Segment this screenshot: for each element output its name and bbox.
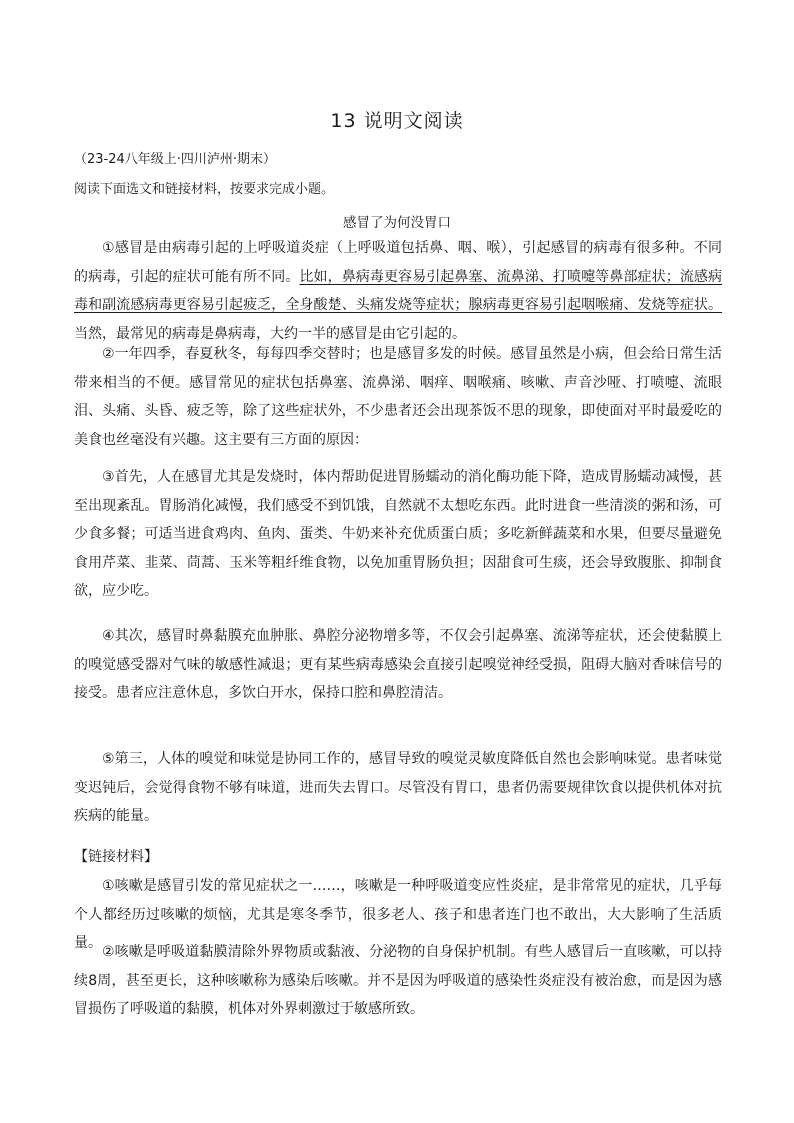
page-title: 13 说明文阅读 — [330, 110, 464, 132]
link-material-label: 【链接材料】 — [74, 849, 158, 865]
paragraph-1-underlined-sentence: 比如，鼻病毒更容易引起鼻塞、流鼻涕、打喷嚏等鼻部症状；流感病毒和副流感病毒更容易引起疲乏，全身酸楚、头痛发烧等症状；腺病毒更容易引起咽喉痛、发烧等症状。 — [74, 268, 722, 313]
article-paragraph-4: ④其次，感冒时鼻黏膜充血肿胀、鼻腔分泌物增多等，不仅会引起鼻塞、流涕等症状，还会使黏膜上的嗅觉感受器对气味的敏感性减退；更有某些病毒感染会直接引起嗅觉神经受损，阻碍大脑对香味信号的接受。患者应注意休息，多饮白开水，保持口腔和鼻腔清洁。 — [74, 628, 722, 701]
link-material-paragraph-1: ①咳嗽是感冒引发的常见症状之一……，咳嗽是一种呼吸道变应性炎症，是非常常见的症状，几乎每个人都经历过咳嗽的烦恼，尤其是寒冬季节，很多老人、孩子和患者连门也不敢出，大大影响了生活质量。 — [74, 878, 722, 951]
article-paragraph-5: ⑤第三，人体的嗅觉和味觉是协同工作的，感冒导致的嗅觉灵敏度降低自然也会影响味觉。患者味觉变迟钝后，会觉得食物不够有味道，进而失去胃口。尽管没有胃口，患者仍需要规律饮食以提供机体对抗疾病的能量。 — [74, 751, 722, 824]
paragraph-1-conclusion: 当然，最常见的病毒是鼻病毒，大约一半的感冒是由它引起的。 — [74, 325, 466, 342]
article-title: 感冒了为何没胃口 — [343, 215, 451, 231]
link-material-paragraph-2: ②咳嗽是呼吸道黏膜清除外界物质或黏液、分泌物的自身保护机制。有些人感冒后一直咳嗽，可以持续8周，甚至更长，这种咳嗽称为感染后咳嗽。并不是因为呼吸道的感染性炎症没有被治愈，而是因为感冒损伤了呼吸道的黏膜，机体对外界刺激过于敏感所致。 — [74, 944, 722, 1017]
instruction-text: 阅读下面选文和链接材料，按要求完成小题。 — [74, 182, 335, 197]
paragraph-1-intro: ①感冒是由病毒引起的上呼吸道炎症（上呼吸道包括鼻、咽、喉），引起感冒的病毒有很多种。不同的病毒，引起的症状可能有所不同。 — [74, 240, 722, 285]
source-note: （23-24八年级上·四川泸州·期末） — [74, 152, 277, 167]
article-paragraph-2: ②一年四季，春夏秋冬，每每四季交替时；也是感冒多发的时候。感冒虽然是小病，但会给日常生活带来相当的不便。感冒常见的症状包括鼻塞、流鼻涕、咽痒、咽喉痛、咳嗽、声音沙哑、打喷嚏、流眼泪、头痛、头昏、疲乏等，除了这些症状外，不少患者还会出现茶饭不思的现象，即使面对平时最爱吃的美食也丝毫没有兴趣。这主要有三方面的原因： — [74, 346, 722, 448]
article-paragraph-3: ③首先，人在感冒尤其是发烧时，体内帮助促进胃肠蠕动的消化酶功能下降，造成胃肠蠕动减慢，甚至出现紊乱。胃肠消化减慢，我们感受不到饥饿，自然就不太想吃东西。此时进食一些清淡的粥和汤，可少食多餐；可适当进食鸡肉、鱼肉、蛋类、牛奶来补充优质蛋白质；多吃新鲜蔬菜和水果，但要尽量避免食用芹菜、韭菜、茼蒿、玉米等粗纤维食物，以免加重胃肠负担；因甜食可生痰，还会导致腹胀、抑制食欲，应少吃。 — [74, 469, 722, 599]
article-paragraph-1 — [74, 234, 722, 348]
